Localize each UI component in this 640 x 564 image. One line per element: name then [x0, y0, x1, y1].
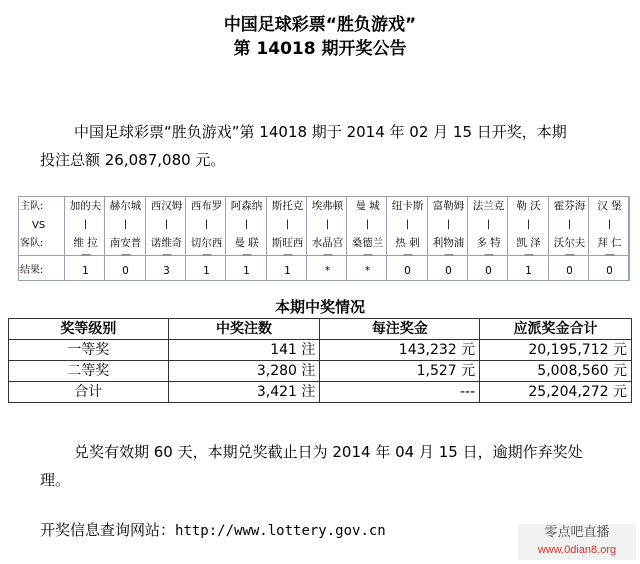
match-home-team: 曼 城 — [355, 200, 380, 212]
match-away-team: 拜 仁 — [597, 237, 622, 249]
label-vs: VS — [32, 220, 46, 231]
match-home-team: 斯托克 — [271, 200, 304, 212]
match-result: * — [364, 265, 371, 277]
title-line-2: 第 14018 期开奖公告 — [233, 39, 407, 59]
footer-paragraph — [40, 438, 630, 494]
match-away-team: 桑德兰 — [351, 237, 384, 249]
match-home-team: 赫尔城 — [109, 200, 142, 212]
match-vs-mark: | — [204, 219, 209, 230]
label-away: 客队: — [20, 238, 44, 249]
watermark-url: www.0dian8.org — [537, 544, 617, 556]
match-result: 0 — [404, 265, 411, 277]
match-away-team: 利物浦 — [432, 237, 465, 249]
match-separator: ---- — [323, 250, 332, 260]
match-result: * — [324, 265, 331, 277]
row-prize: --- — [320, 382, 480, 403]
title-line-1: 中国足球彩票“胜负游戏” — [223, 15, 417, 35]
match-away-team: 多 特 — [476, 237, 501, 249]
watermark-title: 零点吧直播 — [544, 525, 610, 540]
header-total: 应派奖金合计 — [480, 319, 632, 340]
match-separator: ---- — [524, 250, 533, 260]
match-away-team: 凯 泽 — [516, 237, 541, 249]
match-home-team: 加的夫 — [69, 200, 102, 212]
row-prize: 143,232 元 — [320, 340, 480, 361]
match-vs-mark: | — [123, 219, 128, 230]
match-home-team: 纽卡斯 — [391, 200, 424, 212]
match-away-team: 水晶宫 — [311, 237, 344, 249]
prize-table — [8, 318, 632, 403]
match-home-team: 阿森纳 — [230, 200, 263, 212]
match-separator: ---- — [403, 250, 412, 260]
match-result: 0 — [485, 265, 492, 277]
intro-line-1: 中国足球彩票“胜负游戏”第 14018 期于 2014 年 02 月 15 日开奖，本期 — [74, 123, 567, 141]
match-result: 1 — [243, 265, 250, 277]
header-level: 奖等级别 — [9, 319, 169, 340]
match-separator: ---- — [565, 250, 574, 260]
match-home-team: 汉 堡 — [597, 200, 622, 212]
footer-line-1: 兑奖有效期 60 天，本期兑奖截止日为 2014 年 04 月 15 日，逾期作弃奖处 — [74, 443, 583, 461]
prize-header-row — [9, 319, 632, 340]
match-vs-mark: | — [285, 219, 290, 230]
match-result: 3 — [163, 265, 170, 277]
match-result: 1 — [203, 265, 210, 277]
query-label: 开奖信息查询网站： — [40, 521, 176, 539]
match-result: 1 — [82, 265, 89, 277]
match-away-team: 热 刺 — [395, 237, 420, 249]
match-home-team: 西汉姆 — [150, 200, 183, 212]
query-line — [40, 519, 386, 542]
prize-table-caption: 本期中奖情况 — [274, 298, 365, 316]
match-separator: ---- — [444, 250, 453, 260]
match-vs-mark: | — [486, 219, 491, 230]
match-home-team: 勒 沃 — [516, 200, 541, 212]
row-count: 3,421 注 — [168, 382, 320, 403]
table-row — [9, 382, 632, 403]
match-result: 0 — [122, 265, 129, 277]
header-count: 中奖注数 — [168, 319, 320, 340]
match-separator: ---- — [81, 250, 90, 260]
match-result: 1 — [525, 265, 532, 277]
match-vs-mark: | — [365, 219, 370, 230]
row-count: 141 注 — [168, 340, 320, 361]
match-separator: ---- — [121, 250, 130, 260]
row-total: 20,195,712 元 — [480, 340, 632, 361]
row-level: 合计 — [9, 382, 169, 403]
match-separator: ---- — [242, 250, 251, 260]
match-separator: ---- — [363, 250, 372, 260]
match-result: 0 — [566, 265, 573, 277]
table-rule — [18, 196, 630, 197]
match-vs-mark: | — [244, 219, 249, 230]
match-vs-mark: | — [164, 219, 169, 230]
row-total: 25,204,272 元 — [480, 382, 632, 403]
match-vs-mark: | — [405, 219, 410, 230]
match-home-team: 霍芬海 — [553, 200, 586, 212]
match-separator: ---- — [605, 250, 614, 260]
footer-line-2: 理。 — [40, 471, 71, 489]
match-away-team: 诺维奇 — [150, 237, 183, 249]
row-level: 二等奖 — [9, 361, 169, 382]
match-result: 0 — [445, 265, 452, 277]
match-vs-mark: | — [83, 219, 88, 230]
query-link[interactable]: http://www.lottery.gov.cn — [175, 523, 386, 539]
label-home: 主队: — [20, 201, 44, 212]
row-total: 5,008,560 元 — [480, 361, 632, 382]
watermark — [518, 524, 636, 560]
table-row — [9, 340, 632, 361]
match-away-team: 曼 联 — [234, 237, 259, 249]
row-prize: 1,527 元 — [320, 361, 480, 382]
match-home-team: 西布罗 — [190, 200, 223, 212]
header-prize: 每注奖金 — [320, 319, 480, 340]
row-count: 3,280 注 — [168, 361, 320, 382]
table-rule — [18, 280, 630, 281]
match-vs-mark: | — [526, 219, 531, 230]
label-result: 结果: — [20, 265, 44, 276]
match-vs-mark: | — [325, 219, 330, 230]
match-result: 1 — [284, 265, 291, 277]
match-away-team: 维 拉 — [73, 237, 98, 249]
match-home-team: 法兰克 — [472, 200, 505, 212]
match-away-team: 切尔西 — [190, 237, 223, 249]
table-rule — [18, 196, 19, 281]
match-vs-mark: | — [607, 219, 612, 230]
row-level: 一等奖 — [9, 340, 169, 361]
table-row — [9, 361, 632, 382]
match-away-team: 沃尔夫 — [553, 237, 586, 249]
match-away-team: 斯旺西 — [271, 237, 304, 249]
intro-paragraph — [40, 118, 630, 174]
match-home-team: 富勒姆 — [432, 200, 465, 212]
match-home-team: 埃弗顿 — [311, 200, 344, 212]
match-away-team: 南安普 — [109, 237, 142, 249]
match-separator: ---- — [162, 250, 171, 260]
match-table — [18, 196, 630, 281]
match-separator: ---- — [283, 250, 292, 260]
match-result: 0 — [606, 265, 613, 277]
match-vs-mark: | — [567, 219, 572, 230]
intro-line-2: 投注总额 26,087,080 元。 — [40, 151, 226, 169]
match-vs-mark: | — [446, 219, 451, 230]
match-separator: ---- — [202, 250, 211, 260]
match-separator: ---- — [484, 250, 493, 260]
